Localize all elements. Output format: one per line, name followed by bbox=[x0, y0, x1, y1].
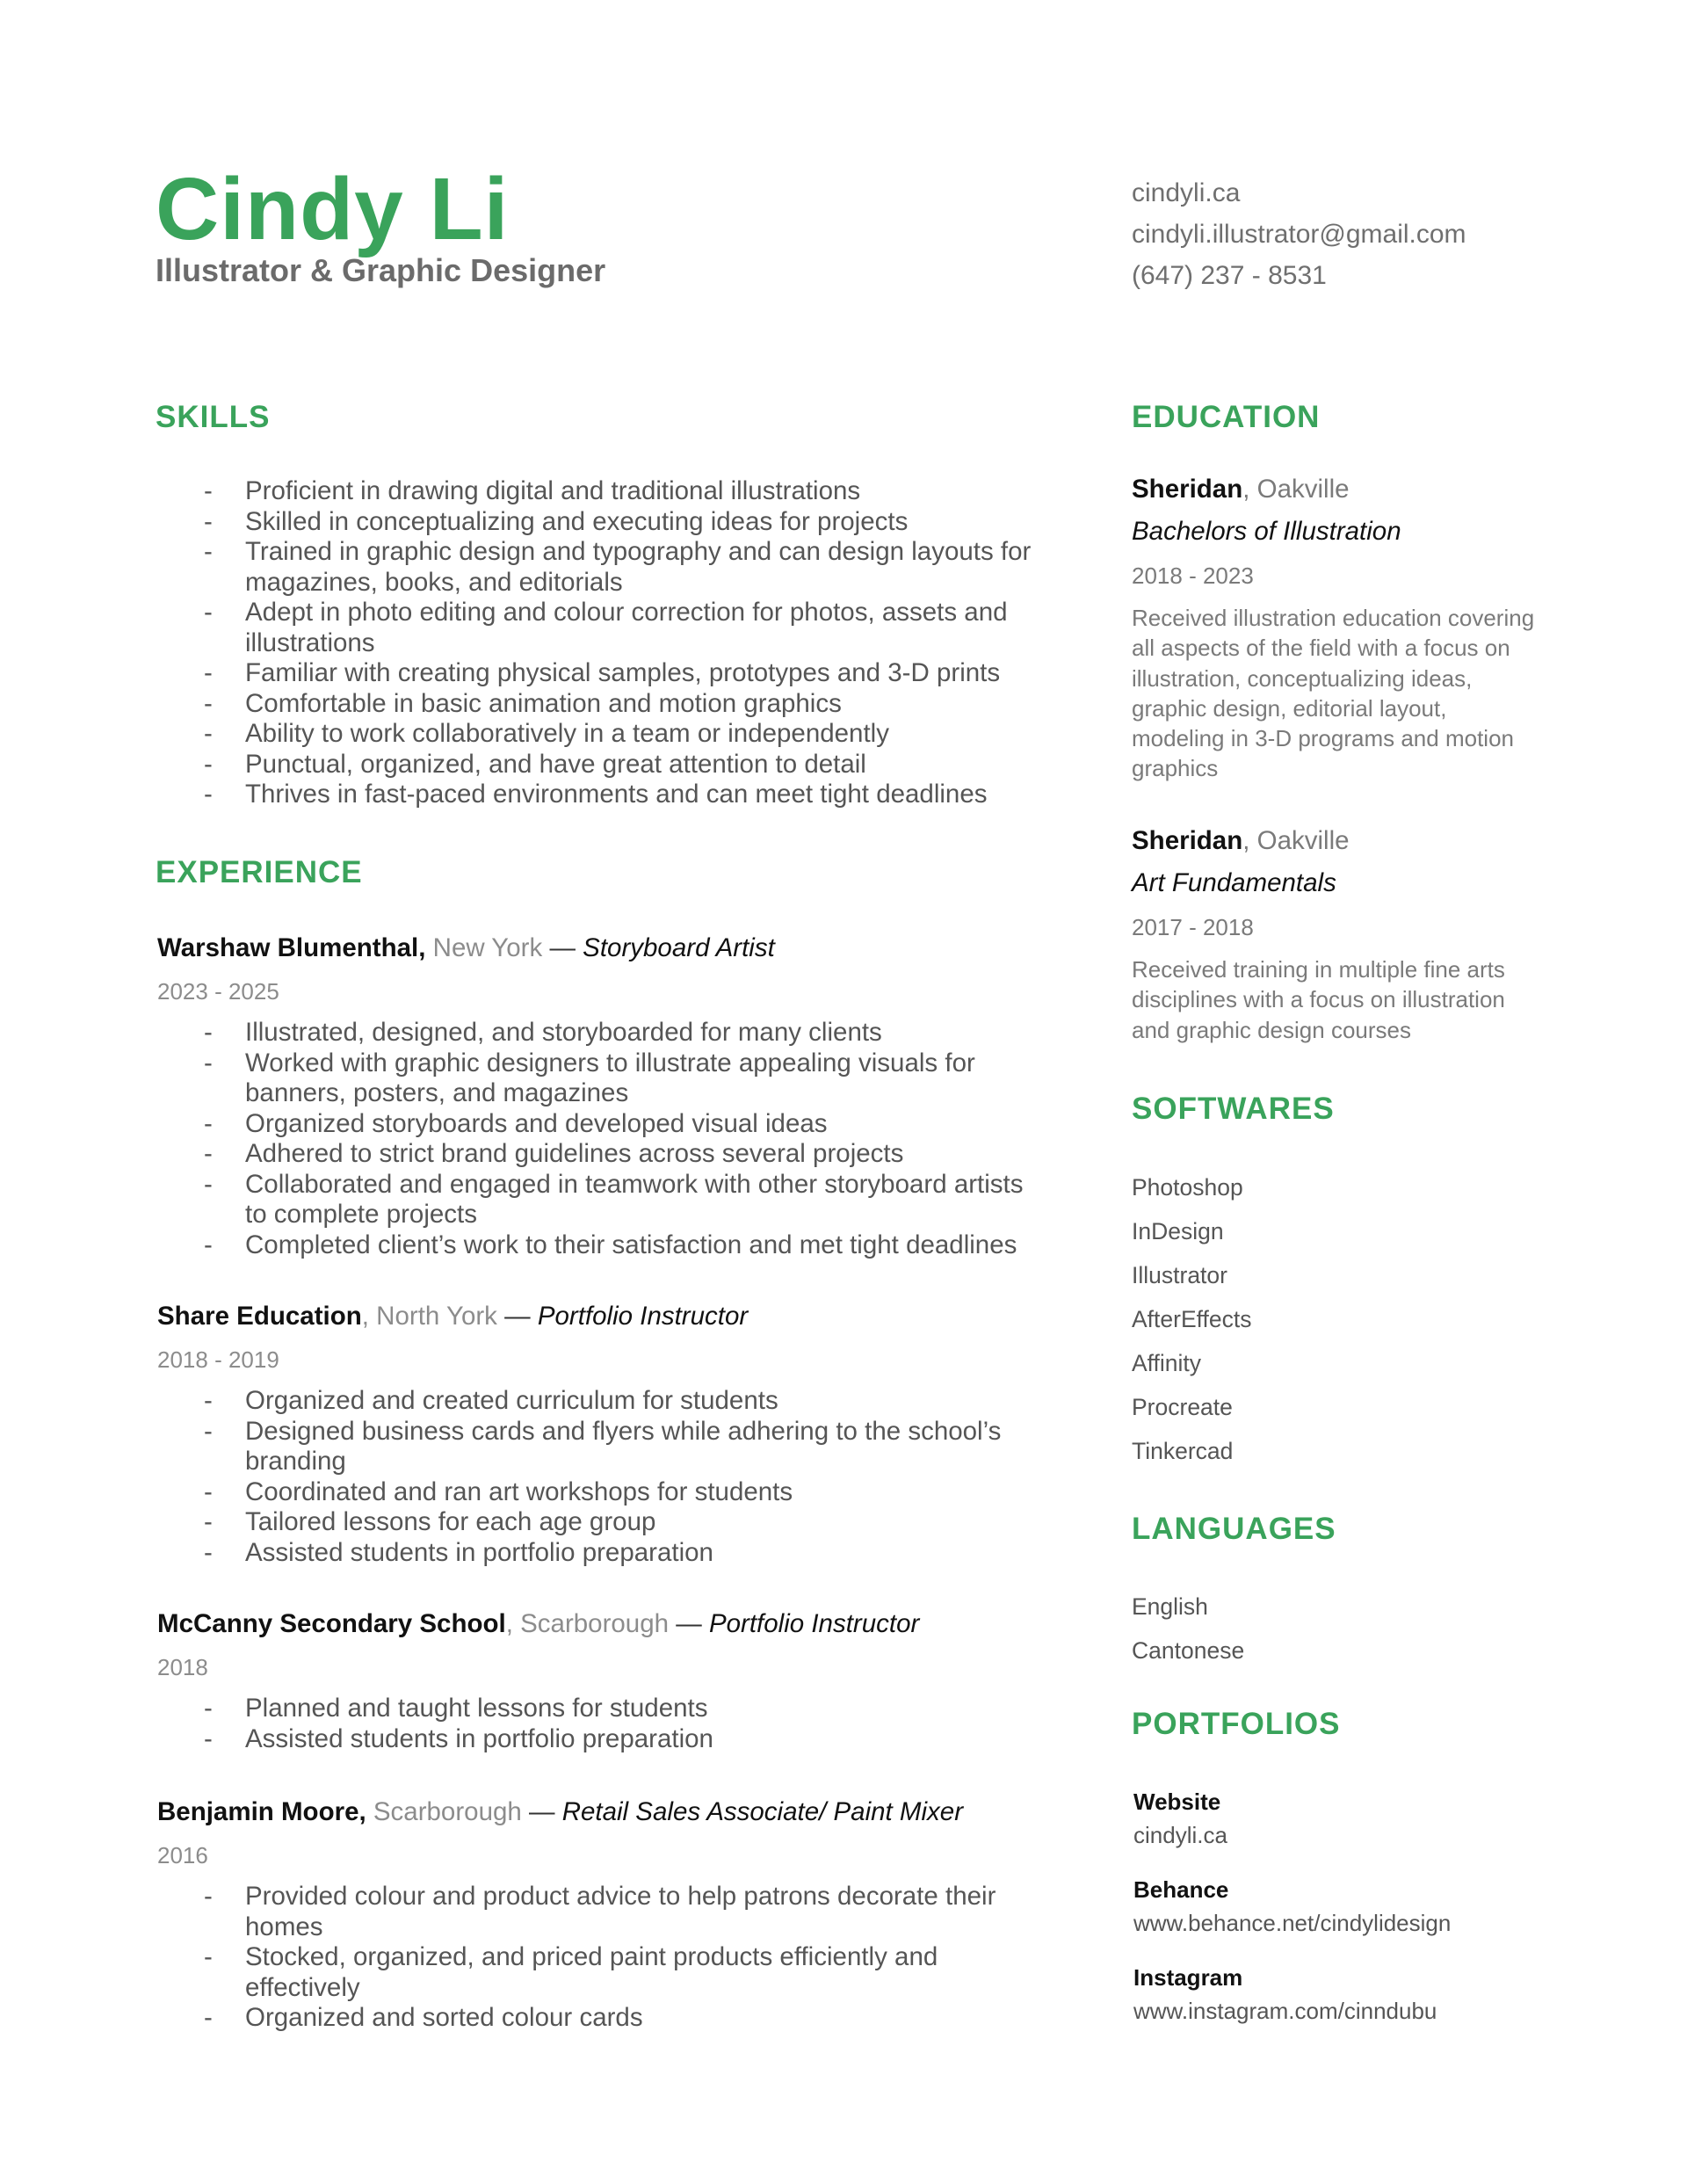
dash-bullet: - bbox=[204, 658, 213, 687]
software-item: Tinkercad bbox=[1132, 1438, 1234, 1464]
job-header bbox=[157, 1302, 748, 1331]
job-bullet: - Planned and taught lessons for students bbox=[204, 1694, 708, 1723]
skills-heading: SKILLS bbox=[156, 400, 271, 434]
job-bullet: - Adhered to strict brand guidelines across several projects bbox=[204, 1139, 904, 1168]
dash-bullet: - bbox=[204, 1477, 213, 1506]
job-bullet: - Organized storyboards and developed visual ideas bbox=[204, 1108, 828, 1138]
job-title: Illustrator & Graphic Designer bbox=[156, 252, 606, 288]
job-dates: 2018 bbox=[157, 1654, 208, 1680]
dash-bullet: - bbox=[204, 719, 213, 748]
job-location: Scarborough bbox=[366, 1797, 529, 1826]
edu-school bbox=[1132, 826, 1350, 856]
skill-item: - Ability to work collaboratively in a team or independently bbox=[204, 719, 889, 748]
software-item: AfterEffects bbox=[1132, 1306, 1252, 1332]
dash-bullet: - bbox=[204, 749, 213, 779]
job-header bbox=[157, 933, 775, 963]
job-dates: 2018 - 2019 bbox=[157, 1346, 279, 1373]
education-heading: EDUCATION bbox=[1132, 400, 1321, 434]
edu-school bbox=[1132, 475, 1350, 504]
job-bullet: - Assisted students in portfolio preparation bbox=[204, 1723, 713, 1753]
job-bullet: - Coordinated and ran art workshops for students bbox=[204, 1477, 793, 1506]
separator: — bbox=[549, 933, 583, 962]
job-bullet: - Organized and sorted colour cards bbox=[204, 2003, 643, 2032]
job-role: Portfolio Instructor bbox=[537, 1302, 749, 1331]
edu-description: Received training in multiple fine arts disciplines with a focus on illustration and graphic design courses bbox=[1132, 956, 1505, 1043]
separator: — bbox=[504, 1302, 538, 1331]
dash-bullet: - bbox=[204, 1882, 213, 1911]
job-location: New York bbox=[425, 933, 550, 962]
company-name: Share Education bbox=[157, 1302, 362, 1331]
website-contact[interactable]: cindyli.ca bbox=[1132, 178, 1241, 207]
job-header bbox=[157, 1797, 963, 1827]
job-role: Storyboard Artist bbox=[583, 933, 775, 962]
dash-bullet: - bbox=[204, 1942, 213, 1971]
dash-bullet: - bbox=[204, 2003, 213, 2032]
skill-item: - Proficient in drawing digital and traditional illustrations bbox=[204, 476, 861, 505]
skill-item: - Familiar with creating physical samples, prototypes and 3-D prints bbox=[204, 658, 1001, 687]
job-bullet: - Assisted students in portfolio preparation bbox=[204, 1537, 713, 1567]
job-bullets bbox=[156, 1882, 1043, 2034]
skills-list bbox=[156, 476, 1043, 810]
edu-description: Received illustration education covering all aspects of the field with a focus on illustration, conceptualizing ideas, graphic design, editorial layout, modeling in 3-D programs and motion graphics bbox=[1132, 605, 1535, 782]
job-bullets bbox=[156, 1694, 1043, 1754]
job-dates: 2016 bbox=[157, 1842, 208, 1868]
job-bullet: - Provided colour and product advice to help patrons decorate their homes bbox=[204, 1882, 996, 1941]
dash-bullet: - bbox=[204, 1139, 213, 1168]
software-item: Affinity bbox=[1132, 1350, 1202, 1376]
school-location: , Oakville bbox=[1242, 475, 1350, 504]
dash-bullet: - bbox=[204, 476, 213, 505]
software-item: Procreate bbox=[1132, 1394, 1233, 1420]
edu-degree: Art Fundamentals bbox=[1132, 868, 1336, 897]
language-item: Cantonese bbox=[1132, 1637, 1245, 1664]
dash-bullet: - bbox=[204, 1169, 213, 1199]
software-item: InDesign bbox=[1132, 1218, 1224, 1244]
job-bullet: - Illustrated, designed, and storyboarded for many clients bbox=[204, 1018, 882, 1047]
job-role: Retail Sales Associate/ Paint Mixer bbox=[561, 1797, 964, 1826]
skill-item: - Trained in graphic design and typography and can design layouts for magazines, books, and editorials bbox=[204, 537, 1032, 597]
dash-bullet: - bbox=[204, 1537, 213, 1567]
job-bullet: - Completed client’s work to their satisfaction and met tight deadlines bbox=[204, 1230, 1017, 1259]
company-name: Benjamin Moore, bbox=[157, 1797, 366, 1826]
skill-item: - Skilled in conceptualizing and executing ideas for projects bbox=[204, 506, 909, 536]
job-bullet: - Designed business cards and flyers while adhering to the school’s branding bbox=[204, 1416, 1002, 1476]
job-location: , North York bbox=[361, 1302, 505, 1331]
separator: — bbox=[528, 1797, 562, 1826]
company-name: McCanny Secondary School bbox=[157, 1609, 506, 1638]
skill-item: - Comfortable in basic animation and motion graphics bbox=[204, 688, 842, 718]
job-bullet: - Organized and created curriculum for students bbox=[204, 1386, 778, 1415]
dash-bullet: - bbox=[204, 537, 213, 566]
software-list bbox=[1132, 1165, 1252, 1473]
softwares-heading: SOFTWARES bbox=[1132, 1092, 1335, 1126]
language-list bbox=[1132, 1585, 1244, 1672]
skill-item: - Adept in photo editing and colour correction for photos, assets and illustrations bbox=[204, 598, 1008, 657]
skill-item: - Thrives in fast-paced environments and can meet tight deadlines bbox=[204, 780, 988, 809]
job-bullets bbox=[156, 1018, 1043, 1260]
portfolio-link-website[interactable]: cindyli.ca bbox=[1133, 1822, 1227, 1848]
person-name: Cindy Li bbox=[156, 160, 510, 258]
school-name: Sheridan bbox=[1132, 826, 1243, 855]
software-item: Photoshop bbox=[1132, 1174, 1243, 1201]
company-name: Warshaw Blumenthal, bbox=[157, 933, 426, 962]
dash-bullet: - bbox=[204, 598, 213, 627]
dash-bullet: - bbox=[204, 1507, 213, 1536]
email-contact[interactable]: cindyli.illustrator@gmail.com bbox=[1132, 220, 1466, 249]
dash-bullet: - bbox=[204, 1048, 213, 1077]
job-bullets bbox=[156, 1386, 1043, 1568]
school-location: , Oakville bbox=[1242, 826, 1350, 855]
dash-bullet: - bbox=[204, 1018, 213, 1047]
job-bullet: - Collaborated and engaged in teamwork with other storyboard artists to complete projects bbox=[204, 1169, 1024, 1229]
job-location: , Scarborough bbox=[505, 1609, 677, 1638]
dash-bullet: - bbox=[204, 1416, 213, 1446]
edu-dates: 2017 - 2018 bbox=[1132, 914, 1254, 940]
experience-heading: EXPERIENCE bbox=[156, 855, 363, 889]
dash-bullet: - bbox=[204, 1386, 213, 1415]
job-bullet: - Stocked, organized, and priced paint products efficiently and effectively bbox=[204, 1942, 938, 2002]
dash-bullet: - bbox=[204, 1230, 213, 1259]
phone-contact: (647) 237 - 8531 bbox=[1132, 261, 1327, 290]
dash-bullet: - bbox=[204, 506, 213, 536]
job-bullet: - Tailored lessons for each age group bbox=[204, 1507, 656, 1536]
job-role: Portfolio Instructor bbox=[708, 1609, 920, 1638]
school-name: Sheridan bbox=[1132, 475, 1243, 504]
separator: — bbox=[676, 1609, 709, 1638]
skill-item: - Punctual, organized, and have great attention to detail bbox=[204, 749, 866, 779]
edu-degree: Bachelors of Illustration bbox=[1132, 517, 1401, 546]
dash-bullet: - bbox=[204, 1723, 213, 1753]
job-bullet: - Worked with graphic designers to illustrate appealing visuals for banners, posters, and magazines bbox=[204, 1048, 975, 1107]
portfolio-label-behance: Behance bbox=[1133, 1876, 1229, 1903]
contact-block bbox=[1132, 172, 1466, 296]
portfolio-link-instagram[interactable]: www.instagram.com/cinndubu bbox=[1133, 1998, 1437, 2024]
edu-dates: 2018 - 2023 bbox=[1132, 562, 1254, 589]
language-item: English bbox=[1132, 1593, 1208, 1620]
portfolio-label-instagram: Instagram bbox=[1133, 1964, 1243, 1991]
dash-bullet: - bbox=[204, 688, 213, 718]
portfolio-label-website: Website bbox=[1133, 1789, 1221, 1815]
dash-bullet: - bbox=[204, 780, 213, 809]
job-header bbox=[157, 1609, 919, 1639]
portfolio-link-behance[interactable]: www.behance.net/cindylidesign bbox=[1133, 1910, 1452, 1936]
languages-heading: LANGUAGES bbox=[1132, 1512, 1336, 1546]
job-dates: 2023 - 2025 bbox=[157, 978, 279, 1005]
portfolios-heading: PORTFOLIOS bbox=[1132, 1707, 1341, 1741]
dash-bullet: - bbox=[204, 1108, 213, 1138]
software-item: Illustrator bbox=[1132, 1262, 1227, 1288]
dash-bullet: - bbox=[204, 1694, 213, 1723]
